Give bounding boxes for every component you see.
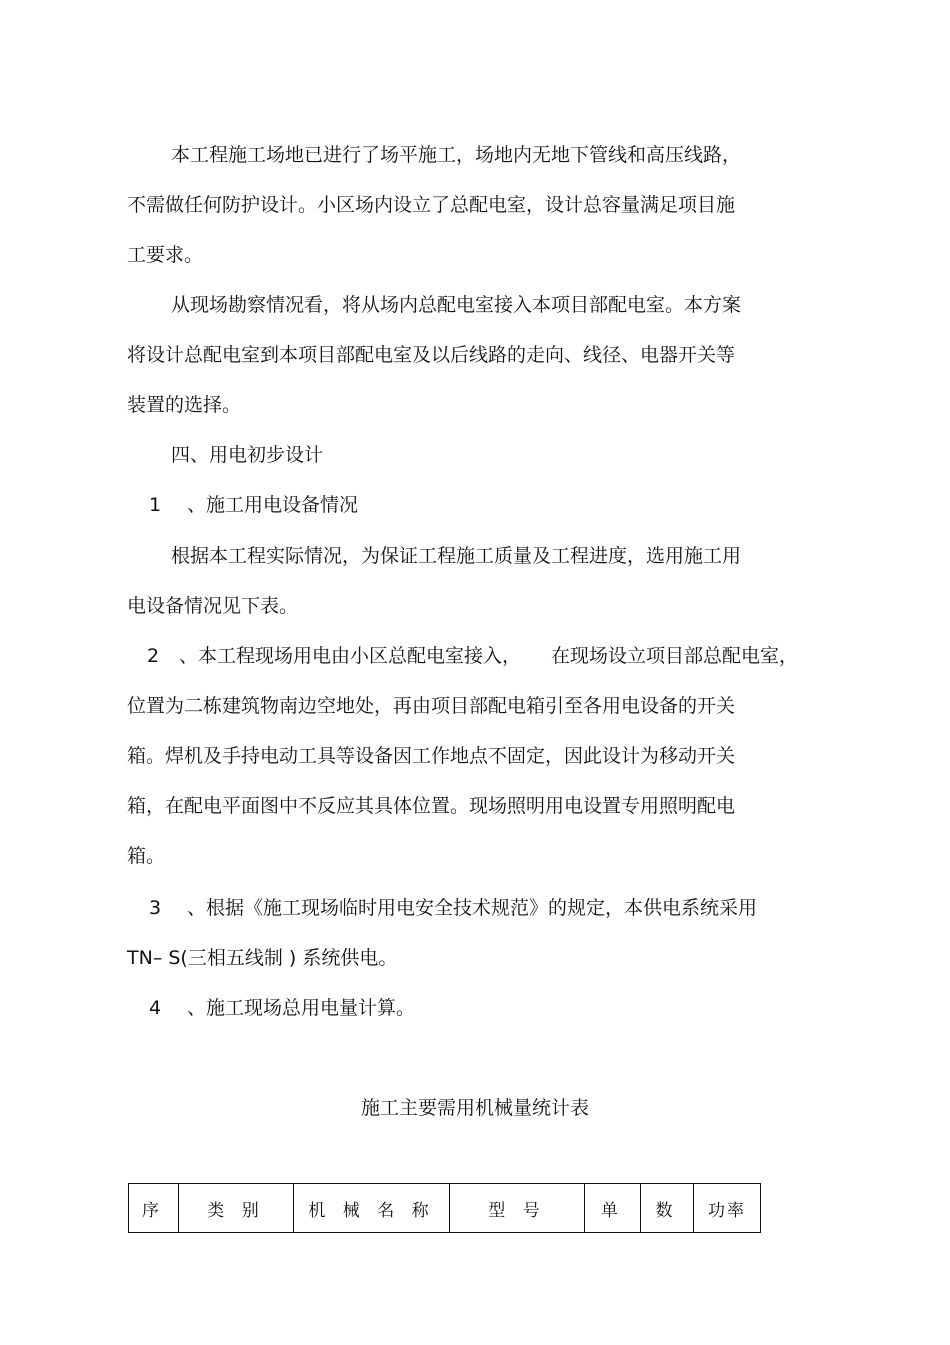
item-3-number: 3 [149, 897, 162, 919]
section-heading: 四、用电初步设计 [171, 444, 324, 466]
header-cell-index: 序 [129, 1184, 179, 1233]
paragraph-1-line-3: 工要求。 [127, 244, 204, 266]
header-cell-quantity: 数 [641, 1184, 694, 1233]
paragraph-1-line-2: 不需做任何防护设计。小区场内设立了总配电室，设计总容量满足项目施 [127, 194, 736, 216]
item-1 [127, 492, 827, 518]
paragraph-3-line-1: 根据本工程实际情况，为保证工程施工质量及工程进度，选用施工用 [171, 545, 742, 567]
item-2-text-a: 、本工程现场用电由小区总配电室接入， [179, 645, 522, 667]
paragraph-2-line-1: 从现场勘察情况看，将从场内总配电室接入本项目部配电室。本方案 [171, 294, 742, 316]
paragraph-2-line-2: 将设计总配电室到本项目部配电室及以后线路的走向、线径、电器开关等 [127, 344, 736, 366]
item-3-text: 、根据《施工现场临时用电安全技术规范》的规定，本供电系统采用 [187, 897, 758, 919]
paragraph-2-line-3: 装置的选择。 [127, 394, 242, 416]
item-2-line-4: 箱，在配电平面图中不反应其具体位置。现场照明用电设置专用照明配电 [127, 795, 736, 817]
item-2-line-5: 箱。 [127, 845, 166, 867]
table-header-row [129, 1184, 761, 1233]
table-title: 施工主要需用机械量统计表 [360, 1097, 589, 1119]
item-4-number: 4 [149, 997, 162, 1019]
paragraph-1-line-1: 本工程施工场地已进行了场平施工，场地内无地下管线和高压线路， [171, 144, 742, 166]
item-2-line-2: 位置为二栋建筑物南边空地处，再由项目部配电箱引至各用电设备的开关 [127, 695, 736, 717]
header-cell-model: 型 号 [450, 1184, 585, 1233]
item-3-line-2: TN– S(三相五线制 ) 系统供电。 [127, 947, 398, 969]
header-cell-power: 功率 [694, 1184, 761, 1233]
paragraph-3-line-2: 电设备情况见下表。 [127, 595, 299, 617]
item-4 [127, 995, 827, 1021]
header-cell-unit: 单 [585, 1184, 641, 1233]
item-2-number: 2 [147, 645, 160, 667]
item-4-text: 、施工现场总用电量计算。 [187, 997, 416, 1019]
item-1-text: 、施工用电设备情况 [187, 494, 359, 516]
equipment-table [128, 1183, 761, 1233]
item-2-line-3: 箱。焊机及手持电动工具等设备因工作地点不固定，因此设计为移动开关 [127, 745, 736, 767]
item-1-number: 1 [149, 494, 162, 516]
item-3 [127, 895, 827, 921]
header-cell-category: 类 别 [179, 1184, 294, 1233]
header-cell-machine-name: 机 械 名 称 [294, 1184, 450, 1233]
item-2-text-b: 在现场设立项目部总配电室， [551, 645, 799, 667]
item-2 [127, 643, 827, 669]
